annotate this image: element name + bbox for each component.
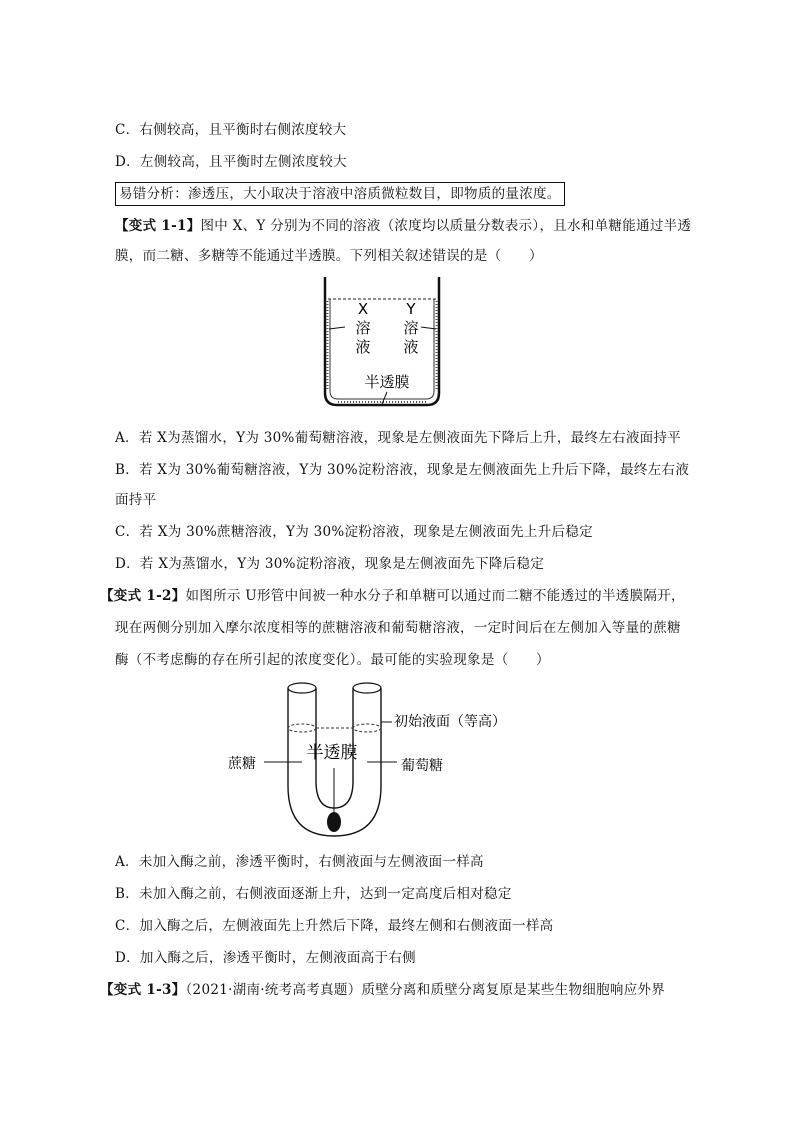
variant-1-1-stem (115, 216, 691, 236)
right-level-dash (353, 724, 381, 732)
stem-text: （2021·湖南·统考高考真题）质壁分离和质壁分离复原是某些生物细胞响应外界 (185, 982, 666, 998)
variant-tag: 【变式 1-2】 (100, 588, 186, 604)
error-analysis-box: 易错分析：渗透压，大小取决于溶液中溶质微粒数目，即物质的量浓度。 (115, 182, 565, 206)
variant-1-1-option-b: B．若 X为 30%葡萄糖溶液，Y为 30%淀粉溶液，现象是左侧液面先上升后下降，最终左右液 (115, 462, 690, 478)
variant-1-1-option-a: A．若 X为蒸馏水，Y为 30%葡萄糖溶液，现象是左侧液面先下降后上升，最终左右液面持平 (115, 430, 682, 446)
membrane-label: 半透膜 (364, 373, 410, 391)
variant-1-2-option-b: B．未加入酶之前，右侧液面逐渐上升，达到一定高度后相对稳定 (115, 886, 512, 902)
variant-1-2-stem-cont2: 酶（不考虑酶的存在所引起的浓度变化）。最可能的实验现象是（ ） (115, 652, 550, 668)
membrane-blob (327, 812, 341, 832)
variant-1-2-stem-cont: 现在两侧分别加入摩尔浓度相等的蔗糖溶液和葡萄糖溶液，一定时间后在左侧加入等量的蔗糖 (115, 620, 681, 636)
variant-1-2-option-d: D．加入酶之后，渗透平衡时，左侧液面高于右侧 (115, 950, 416, 966)
x-pointer-line (329, 327, 345, 329)
y-label-0: Y (406, 300, 416, 318)
variant-1-1-option-d: D．若 X为蒸馏水，Y为 30%淀粉溶液，现象是左侧液面先下降后稳定 (115, 556, 545, 572)
left-level-dash (288, 724, 316, 732)
x-label-2: 液 (355, 338, 371, 356)
x-label-0: X (357, 300, 369, 318)
u-tube-figure (222, 676, 522, 844)
variant-1-2-option-a: A．未加入酶之前，渗透平衡时，右侧液面与左侧液面一样高 (115, 854, 484, 870)
x-label-1: 溶 (355, 319, 371, 337)
variant-tag: 【变式 1-1】 (115, 218, 201, 234)
y-label-1: 溶 (403, 319, 419, 337)
q1-option-c: C．右侧较高，且平衡时右侧浓度较大 (115, 122, 347, 138)
variant-1-1-stem-cont: 膜，而二糖、多糖等不能通过半透膜。下列相关叙述错误的是（ ） (115, 248, 543, 264)
y-label-2: 液 (403, 338, 419, 356)
q1-option-d: D．左侧较高，且平衡时左侧浓度较大 (115, 154, 347, 170)
sucrose-label: 蔗糖 (228, 756, 256, 772)
variant-1-2-stem (100, 586, 685, 606)
glucose-label: 葡萄糖 (401, 758, 443, 774)
variant-tag: 【变式 1-3】 (100, 982, 186, 998)
variant-1-1-option-b-cont: 面持平 (115, 492, 157, 508)
variant-1-1-option-c: C．若 X为 30%蔗糖溶液，Y为 30%淀粉溶液，现象是左侧液面先上升后稳定 (115, 524, 593, 540)
beaker-figure (315, 275, 450, 413)
left-tube-opening (288, 683, 316, 693)
variant-1-3-stem (100, 980, 665, 1000)
stem-text: 如图所示 U形管中间被一种水分子和单糖可以通过而二糖不能透过的半透膜隔开， (185, 588, 685, 604)
membrane-label: 半透膜 (306, 743, 358, 763)
variant-1-2-option-c: C．加入酶之后，左侧液面先上升然后下降，最终左侧和右侧液面一样高 (115, 918, 554, 934)
initial-level-label: 初始液面（等高） (394, 714, 506, 730)
right-tube-opening (353, 683, 381, 693)
stem-text: 图中 X、Y 分别为不同的溶液（浓度均以质量分数表示），且水和单糖能通过半透 (200, 218, 692, 234)
